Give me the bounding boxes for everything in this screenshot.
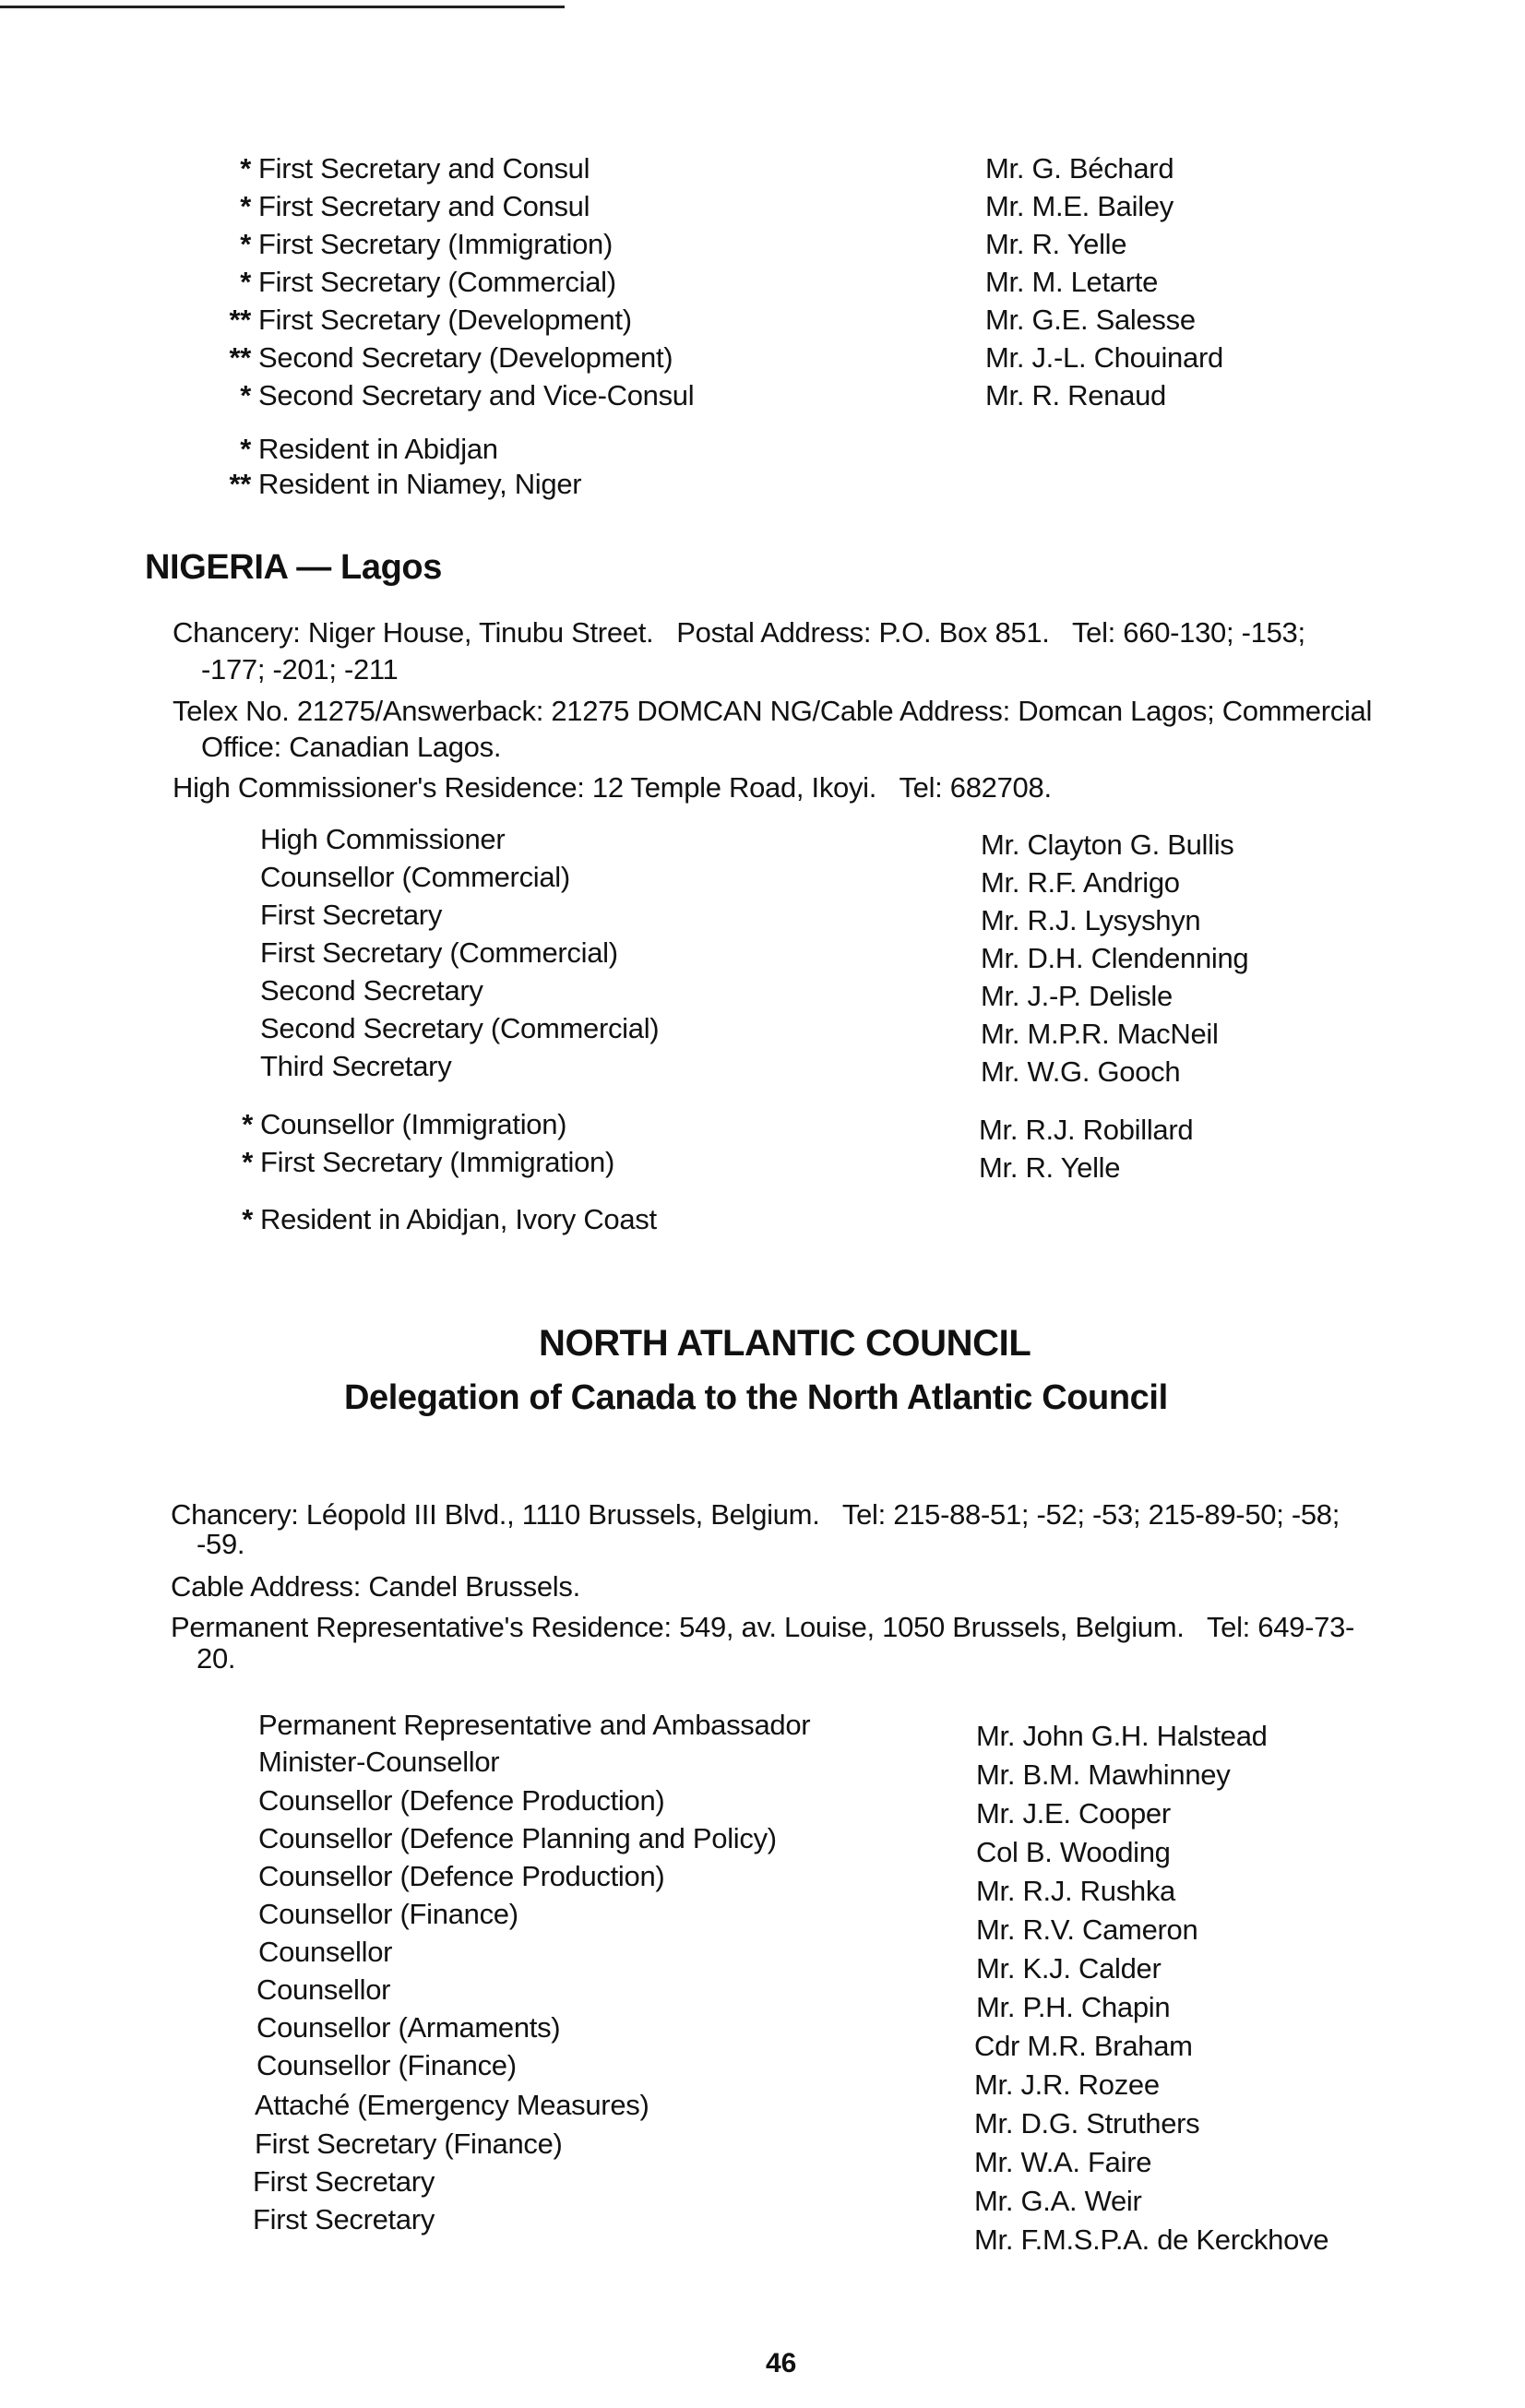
staff-title: Counsellor (Commercial)	[260, 861, 570, 893]
top-rule	[0, 6, 565, 8]
footnote: * Resident in Abidjan, Ivory Coast	[242, 1203, 657, 1235]
staff-name: Mr. R. Yelle	[985, 228, 1127, 260]
staff-title: Counsellor (Defence Planning and Policy)	[258, 1822, 777, 1854]
staff-name: Mr. D.H. Clendenning	[981, 942, 1249, 974]
staff-name: Mr. W.A. Faire	[974, 2146, 1152, 2178]
staff-title: * Second Secretary and Vice-Consul	[240, 379, 695, 411]
staff-name: Mr. J.-P. Delisle	[981, 980, 1173, 1012]
staff-name: Cdr M.R. Braham	[974, 2030, 1193, 2062]
staff-name: Mr. W.G. Gooch	[981, 1055, 1181, 1088]
address-line: High Commissioner's Residence: 12 Temple Road, Ikoyi. Tel: 682708.	[173, 771, 1052, 804]
staff-name: Mr. G.A. Weir	[974, 2185, 1142, 2217]
staff-title: Permanent Representative and Ambassador	[258, 1709, 811, 1741]
staff-name: Mr. G.E. Salesse	[985, 304, 1196, 336]
staff-title: Counsellor (Defence Production)	[258, 1784, 665, 1817]
staff-title: Minister-Counsellor	[258, 1746, 500, 1778]
section-heading-nato: NORTH ATLANTIC COUNCIL	[539, 1323, 1031, 1364]
address-line: Office: Canadian Lagos.	[201, 731, 502, 763]
staff-title: * Counsellor (Immigration)	[242, 1108, 567, 1140]
address-line: Cable Address: Candel Brussels.	[171, 1570, 580, 1603]
staff-title: Second Secretary	[260, 974, 483, 1007]
staff-title: Counsellor (Finance)	[258, 1898, 518, 1930]
staff-title: Counsellor (Defence Production)	[258, 1860, 665, 1892]
staff-name: Mr. M. Letarte	[985, 266, 1159, 298]
staff-name: Mr. M.E. Bailey	[985, 190, 1174, 222]
staff-title: High Commissioner	[260, 823, 506, 855]
staff-name: Mr. P.H. Chapin	[976, 1991, 1171, 2023]
staff-title: First Secretary (Finance)	[255, 2128, 563, 2160]
staff-name: Mr. J.-L. Chouinard	[985, 341, 1223, 374]
staff-name: Mr. John G.H. Halstead	[976, 1720, 1268, 1752]
footnote: * Resident in Abidjan	[240, 433, 498, 465]
staff-title: First Secretary	[260, 899, 443, 931]
staff-name: Mr. F.M.S.P.A. de Kerckhove	[974, 2223, 1329, 2256]
staff-title: ** Second Secretary (Development)	[229, 341, 673, 374]
staff-name: Mr. M.P.R. MacNeil	[981, 1018, 1219, 1050]
address-line: Chancery: Niger House, Tinubu Street. Postal Address: P.O. Box 851. Tel: 660-130; -153;	[173, 616, 1305, 649]
staff-title: Third Secretary	[260, 1050, 452, 1082]
staff-name: Mr. R.J. Lysyshyn	[981, 904, 1201, 936]
staff-name: Mr. D.G. Struthers	[974, 2107, 1200, 2140]
staff-title: * First Secretary and Consul	[240, 152, 590, 185]
page-number: 46	[766, 2348, 797, 2378]
staff-name: Mr. R.V. Cameron	[976, 1913, 1198, 1946]
staff-title: ** First Secretary (Development)	[229, 304, 632, 336]
staff-title: * First Secretary (Immigration)	[240, 228, 614, 260]
staff-name: Mr. B.M. Mawhinney	[976, 1758, 1231, 1791]
address-line: -59.	[197, 1528, 245, 1560]
footnote: ** Resident in Niamey, Niger	[229, 468, 582, 500]
address-line: 20.	[197, 1642, 236, 1675]
staff-title: * First Secretary (Commercial)	[240, 266, 616, 298]
section-heading-nigeria: NIGERIA — Lagos	[145, 548, 442, 587]
staff-title: * First Secretary and Consul	[240, 190, 590, 222]
address-line: Telex No. 21275/Answerback: 21275 DOMCAN NG/Cable Address: Domcan Lagos; Commercial	[173, 695, 1373, 727]
staff-title: Counsellor (Armaments)	[256, 2011, 561, 2044]
staff-title: First Secretary	[253, 2203, 435, 2235]
staff-name: Mr. J.E. Cooper	[976, 1797, 1171, 1830]
staff-name: Mr. R.J. Rushka	[976, 1875, 1175, 1907]
address-line: Permanent Representative's Residence: 549, av. Louise, 1050 Brussels, Belgium. Tel: 649-73-	[171, 1611, 1355, 1643]
staff-title: Attaché (Emergency Measures)	[255, 2089, 649, 2121]
staff-title: First Secretary (Commercial)	[260, 936, 618, 969]
staff-title: First Secretary	[253, 2165, 435, 2198]
staff-name: Col B. Wooding	[976, 1836, 1171, 1868]
staff-title: Counsellor	[256, 1973, 391, 2006]
staff-name: Mr. Clayton G. Bullis	[981, 828, 1234, 861]
staff-title: Counsellor (Finance)	[256, 2049, 517, 2081]
section-subheading-nato: Delegation of Canada to the North Atlantic Council	[344, 1378, 1168, 1417]
staff-name: Mr. R.J. Robillard	[979, 1114, 1194, 1146]
staff-name: Mr. R. Renaud	[985, 379, 1166, 411]
address-line: -177; -201; -211	[201, 653, 399, 685]
staff-title: * First Secretary (Immigration)	[242, 1146, 615, 1178]
staff-title: Second Secretary (Commercial)	[260, 1012, 660, 1044]
staff-name: Mr. G. Béchard	[985, 152, 1174, 185]
staff-name: Mr. R.F. Andrigo	[981, 866, 1180, 899]
address-line: Chancery: Léopold III Blvd., 1110 Brussels, Belgium. Tel: 215-88-51; -52; -53; 215-89-50; -58;	[171, 1498, 1340, 1531]
staff-name: Mr. R. Yelle	[979, 1151, 1121, 1184]
staff-name: Mr. J.R. Rozee	[974, 2068, 1160, 2101]
staff-name: Mr. K.J. Calder	[976, 1952, 1162, 1985]
staff-title: Counsellor	[258, 1936, 393, 1968]
